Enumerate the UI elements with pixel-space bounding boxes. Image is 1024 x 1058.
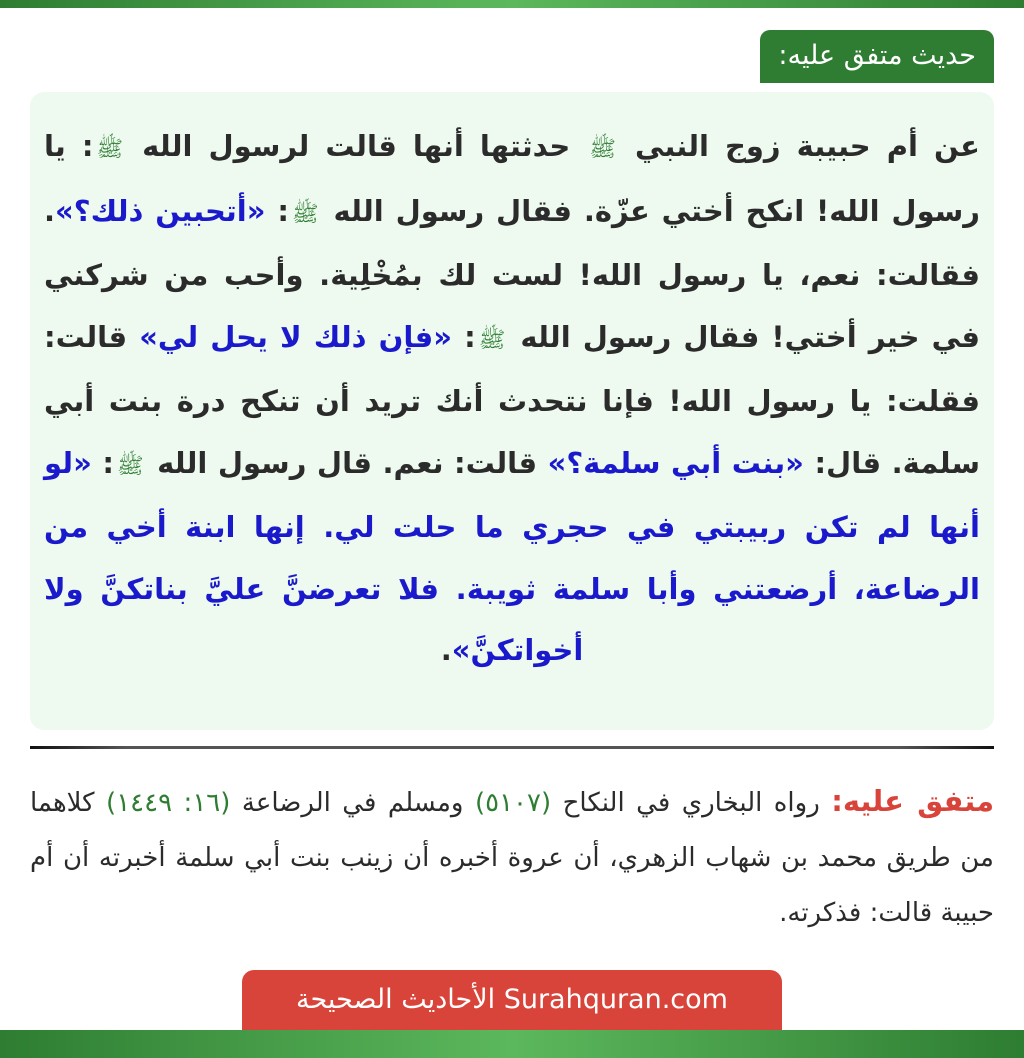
source-text: رواه البخاري في النكاح: [562, 788, 820, 818]
prophet-quote: «لو أنها لم تكن ربيبتي في حجري ما حلت لي. إنها ابنة أخي من الرضاعة، أرضعتني وأبا سلمة ثويبة. فلا تعرضنَّ عليَّ بناتكنَّ ولا أخواتكنَّ»: [44, 445, 980, 667]
hadith-segment: عن أم حبيبة زوج النبي: [635, 129, 980, 163]
hadith-text: [44, 116, 980, 682]
top-decorative-bar: [0, 0, 1024, 8]
hadith-segment: . فقالت: نعم، يا رسول الله! لست لك بمُخْلِية. وأحب من شركني في خير أختي! فقال رسول الله: [44, 193, 980, 354]
source-text: ومسلم في الرضاعة: [241, 788, 464, 818]
hadith-segment: قالت: فقلت: يا رسول الله! فإنا نتحدث أنك تريد أن تنكح درة بنت أبي سلمة. قال:: [44, 319, 980, 480]
source-citation: [30, 774, 994, 941]
hadith-segment: .: [440, 633, 452, 667]
salawat-symbol: ﷺ: [589, 137, 616, 162]
hadith-segment: : يا رسول الله! انكح أختي عزّة. فقال رسول الله: [44, 129, 980, 228]
hadith-type-tag: حديث متفق عليه:: [760, 30, 994, 83]
source-text: كلاهما من طريق محمد بن شهاب الزهري، أن عروة أخبره أن زينب بنت أبي سلمة أخبرته أن أم حبيبة قالت: فذكرته.: [30, 788, 994, 928]
reference-number: (٥١٠٧): [474, 788, 552, 818]
source-heading: متفق عليه:: [831, 784, 995, 818]
hadith-segment: :: [102, 445, 114, 480]
prophet-quote: «فإن ذلك لا يحل لي»: [139, 319, 452, 354]
hadith-segment: :: [464, 319, 476, 354]
hadith-segment: حدثتها أنها قالت لرسول الله: [142, 129, 571, 163]
section-divider: [30, 746, 994, 749]
hadith-segment: :: [277, 193, 289, 228]
reference-number: (١٦: ١٤٤٩): [106, 788, 231, 818]
hadith-box: [30, 92, 994, 730]
salawat-symbol: ﷺ: [291, 201, 319, 227]
prophet-quote: «أتحبين ذلك؟»: [55, 193, 266, 228]
salawat-symbol: ﷺ: [96, 137, 124, 162]
brand-label: الأحاديث الصحيحة Surahquran.com: [242, 970, 782, 1032]
salawat-symbol: ﷺ: [116, 453, 144, 479]
prophet-quote: «بنت أبي سلمة؟»: [547, 445, 804, 480]
bottom-decorative-bar: [0, 1030, 1024, 1058]
hadith-segment: قالت: نعم. قال رسول الله: [157, 445, 538, 480]
salawat-symbol: ﷺ: [478, 327, 506, 353]
